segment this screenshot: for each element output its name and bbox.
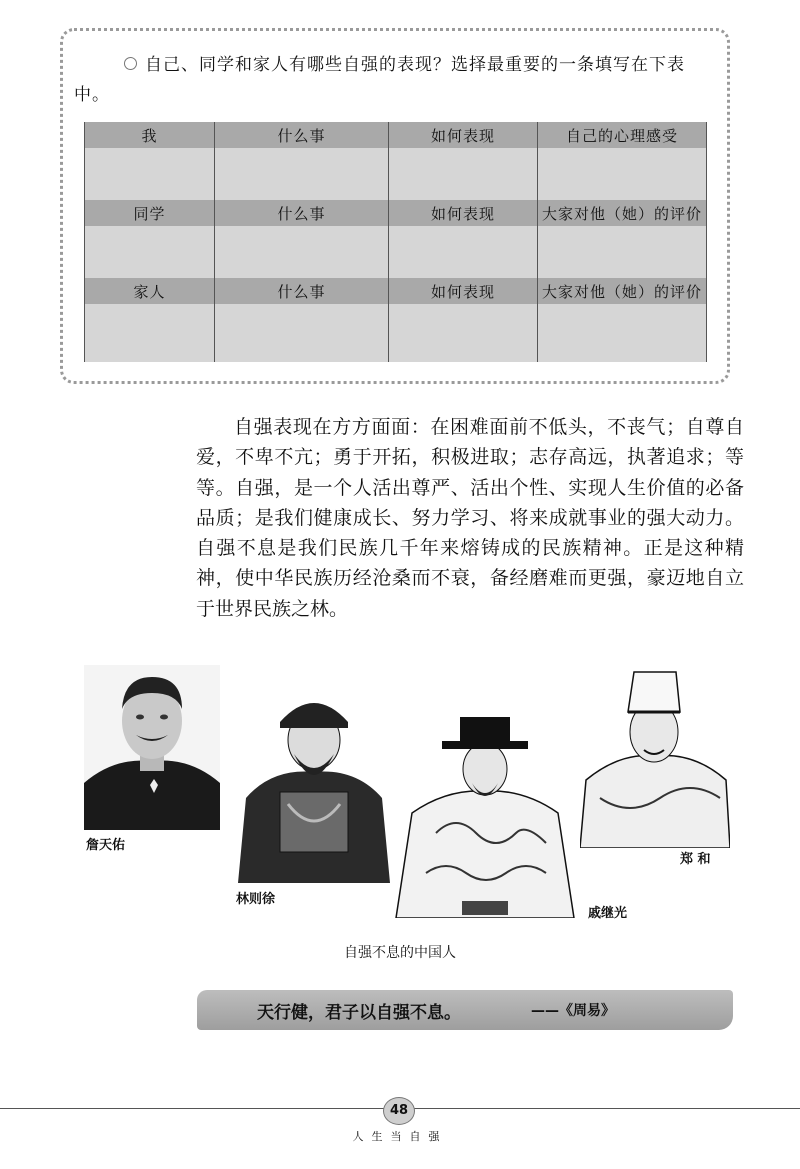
table-blank-row <box>85 304 707 362</box>
header-cell: 如何表现 <box>389 122 538 148</box>
header-cell: 同学 <box>85 200 215 226</box>
figure-caption: 自强不息的中国人 <box>344 945 456 961</box>
header-cell: 大家对他（她）的评价 <box>538 200 707 226</box>
header-cell: 自己的心理感受 <box>538 122 707 148</box>
blank-cell[interactable] <box>215 148 389 200</box>
blank-cell[interactable] <box>538 148 707 200</box>
blank-cell[interactable] <box>85 226 215 278</box>
blank-cell[interactable] <box>85 304 215 362</box>
quote-source: ——《周易》 <box>531 1003 615 1019</box>
header-cell: 家人 <box>85 278 215 304</box>
table-header-row <box>85 278 707 304</box>
header-cell: 如何表现 <box>389 278 538 304</box>
blank-cell[interactable] <box>215 226 389 278</box>
blank-cell[interactable] <box>389 148 538 200</box>
page-number: 48 <box>383 1097 415 1125</box>
running-head: 人生当自强 <box>352 1130 448 1143</box>
bullet-circle-icon <box>124 57 137 70</box>
portrait-lin-zexu <box>232 688 396 883</box>
blank-cell[interactable] <box>215 304 389 362</box>
portrait-zhan-tianyou <box>84 665 220 830</box>
blank-cell[interactable] <box>538 226 707 278</box>
table-header-row <box>85 122 707 148</box>
quote-text: 天行健，君子以自强不息。 <box>257 1003 461 1023</box>
quote-banner <box>197 990 733 1030</box>
header-cell: 我 <box>85 122 215 148</box>
header-cell: 什么事 <box>215 200 389 226</box>
body-paragraph: 自强表现在方方面面：在困难面前不低头，不丧气；自尊自爱，不卑不亢；勇于开拓，积极进取；志存高远，执著追求；等等。自强，是一个人活出尊严、活出个性、实现人生价值的必备品质；是我们健康成长、努力学习、将来成就事业的强大动力。自强不息是我们民族几千年来熔铸成的民族精神。正是这种精神，使中华民族历经沧桑而不衰，备经磨难而更强，豪迈地自立于世界民族之林。 <box>196 416 744 620</box>
portrait-caption: 戚继光 <box>588 906 628 921</box>
table-blank-row <box>85 148 707 200</box>
header-cell: 大家对他（她）的评价 <box>538 278 707 304</box>
blank-cell[interactable] <box>389 226 538 278</box>
blank-cell[interactable] <box>389 304 538 362</box>
header-cell: 什么事 <box>215 122 389 148</box>
portrait-caption: 林则徐 <box>236 892 276 907</box>
portrait-zheng-he <box>580 668 730 848</box>
table-header-row <box>85 200 707 226</box>
portrait-caption: 詹天佑 <box>86 838 126 853</box>
portrait-qi-jiguang <box>386 713 584 918</box>
blank-cell[interactable] <box>538 304 707 362</box>
portrait-caption: 郑 和 <box>680 852 711 867</box>
table-blank-row <box>85 226 707 278</box>
header-cell: 什么事 <box>215 278 389 304</box>
header-cell: 如何表现 <box>389 200 538 226</box>
activity-prompt: 自己、同学和家人有哪些自强的表现？选择最重要的一条填写在下表中。 <box>74 55 685 105</box>
self-reliance-table <box>84 122 707 362</box>
blank-cell[interactable] <box>85 148 215 200</box>
